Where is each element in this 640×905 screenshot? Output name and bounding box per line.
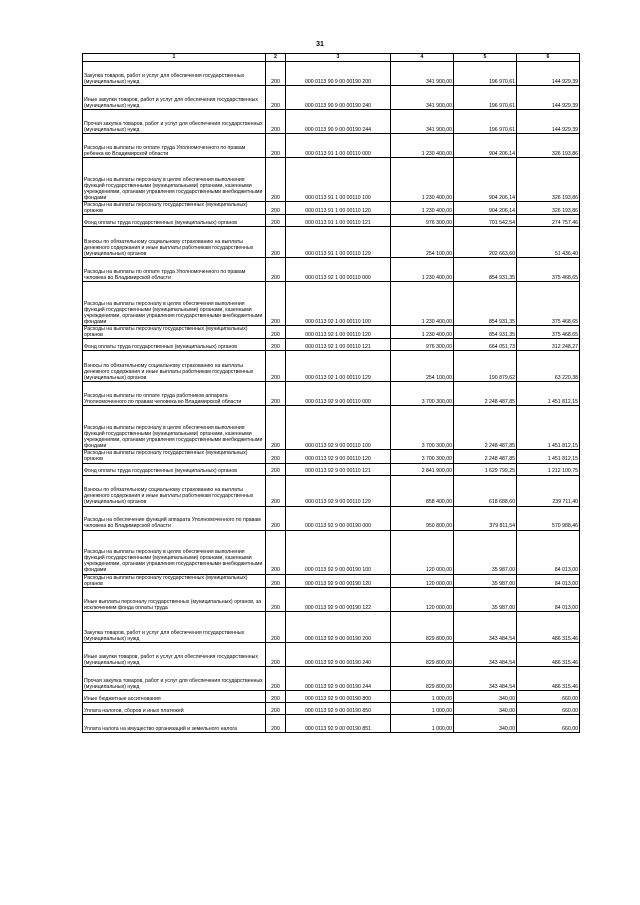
cell-name: Расходы на выплаты по оплате труда Уполномоченного по правам ребенка во Владимирской области xyxy=(83,134,266,158)
cell-plan: 254 100,00 xyxy=(391,227,454,258)
cell-name: Иные закупки товаров, работ и услуг для обеспечения государственных (муниципальных) нужд xyxy=(83,642,266,666)
cell-rem: 1 451 812,15 xyxy=(517,450,580,463)
cell-name: Расходы на выплаты персоналу государственных (муниципальных) органов xyxy=(83,326,266,339)
cell-name: Расходы на обеспечение функций аппарата Уполномоченного по правам человека во Владимирской области xyxy=(83,506,266,530)
table-row xyxy=(83,382,580,406)
cell-exec: 35 987,00 xyxy=(454,574,517,587)
table-row xyxy=(83,714,580,732)
cell-exec: 854 931,35 xyxy=(454,258,517,282)
cell-adm: 200 xyxy=(266,450,286,463)
cell-adm: 200 xyxy=(266,611,286,642)
table-row xyxy=(83,62,580,86)
cell-name: Иные выплаты персоналу государственных (муниципальных) органов, за исключением фонда оплаты труда xyxy=(83,587,266,611)
cell-name: Закупка товаров, работ и услуг для обеспечения государственных (муниципальных) нужд xyxy=(83,62,266,86)
cell-rem: 63 220,38 xyxy=(517,351,580,382)
cell-plan: 976 300,00 xyxy=(391,339,454,351)
cell-exec: 2 248 487,85 xyxy=(454,382,517,406)
cell-exec: 196 970,61 xyxy=(454,62,517,86)
cell-adm: 200 xyxy=(266,382,286,406)
page-number: 31 xyxy=(316,41,324,48)
cell-adm: 200 xyxy=(266,110,286,134)
cell-rem: 84 013,00 xyxy=(517,530,580,574)
cell-adm: 200 xyxy=(266,463,286,475)
cell-plan: 341 900,00 xyxy=(391,110,454,134)
cell-exec: 664 051,73 xyxy=(454,339,517,351)
cell-plan: 120 000,00 xyxy=(391,530,454,574)
cell-code: 000 0113 92 1 00 00110 000 xyxy=(286,258,391,282)
cell-rem: 375 468,65 xyxy=(517,326,580,339)
cell-rem: 84 013,00 xyxy=(517,587,580,611)
table-row xyxy=(83,339,580,351)
cell-rem: 144 929,39 xyxy=(517,62,580,86)
cell-exec: 904 206,14 xyxy=(454,134,517,158)
cell-rem: 1 451 812,15 xyxy=(517,406,580,450)
cell-rem: 375 468,65 xyxy=(517,282,580,326)
cell-plan: 1 230 400,00 xyxy=(391,326,454,339)
cell-adm: 200 xyxy=(266,587,286,611)
cell-plan: 3 700 300,00 xyxy=(391,382,454,406)
table-row xyxy=(83,666,580,690)
cell-name: Фонд оплаты труда государственных (муниципальных) органов xyxy=(83,463,266,475)
cell-name: Прочая закупка товаров, работ и услуг для обеспечения государственных (муниципальных) нужд xyxy=(83,110,266,134)
table-row xyxy=(83,463,580,475)
cell-plan: 829 800,00 xyxy=(391,611,454,642)
table-row xyxy=(83,351,580,382)
cell-rem: 326 193,86 xyxy=(517,134,580,158)
cell-name: Взносы по обязательному социальному страхованию на выплаты денежного содержания и иные выплаты работникам государственных (муниципальных) органов xyxy=(83,227,266,258)
cell-name: Расходы на выплаты персоналу в целях обеспечения выполнения функций государственными (муниципальными) органами, казенными учреждениями, органами управления государственными внебюджетными фондами xyxy=(83,530,266,574)
cell-rem: 144 929,39 xyxy=(517,110,580,134)
header-cell: 1 xyxy=(83,54,266,62)
cell-code: 000 0113 92 9 00 00190 244 xyxy=(286,666,391,690)
cell-exec: 35 987,00 xyxy=(454,530,517,574)
cell-adm: 200 xyxy=(266,227,286,258)
cell-adm: 200 xyxy=(266,158,286,202)
cell-name: Уплата налога на имущество организаций и земельного налога xyxy=(83,714,266,732)
header-cell: 6 xyxy=(517,54,580,62)
table-row xyxy=(83,134,580,158)
cell-name: Расходы на выплаты персоналу в целях обеспечения выполнения функций государственными (муниципальными) органами, казенными учреждениями, органами управления государственными внебюджетными фондами xyxy=(83,406,266,450)
cell-adm: 200 xyxy=(266,666,286,690)
cell-name: Взносы по обязательному социальному страхованию на выплаты денежного содержания и иные выплаты работникам государственных (муниципальных) органов xyxy=(83,351,266,382)
cell-adm: 200 xyxy=(266,702,286,714)
cell-code: 000 0113 92 9 00 00190 200 xyxy=(286,611,391,642)
table-row xyxy=(83,406,580,450)
cell-code: 000 0113 92 9 00 00110 129 xyxy=(286,475,391,506)
cell-adm: 200 xyxy=(266,530,286,574)
cell-plan: 1 230 400,00 xyxy=(391,202,454,215)
cell-plan: 858 400,00 xyxy=(391,475,454,506)
table-row xyxy=(83,506,580,530)
cell-adm: 200 xyxy=(266,62,286,86)
header-row xyxy=(83,54,580,62)
cell-plan: 1 000,00 xyxy=(391,714,454,732)
cell-exec: 196 970,61 xyxy=(454,86,517,110)
cell-plan: 1 000,00 xyxy=(391,702,454,714)
cell-plan: 976 300,00 xyxy=(391,215,454,227)
cell-exec: 196 970,61 xyxy=(454,110,517,134)
cell-exec: 190 879,62 xyxy=(454,351,517,382)
cell-plan: 1 230 400,00 xyxy=(391,134,454,158)
cell-code: 000 0113 92 1 00 00110 121 xyxy=(286,339,391,351)
cell-code: 000 0113 92 9 00 00190 240 xyxy=(286,642,391,666)
cell-code: 000 0113 92 9 00 00190 851 xyxy=(286,714,391,732)
table-row xyxy=(83,215,580,227)
cell-exec: 904 206,14 xyxy=(454,158,517,202)
cell-rem: 1 212 100,75 xyxy=(517,463,580,475)
cell-name: Расходы на выплаты персоналу в целях обеспечения выполнения функций государственными (муниципальными) органами, казенными учреждениями, органами управления государственными внебюджетными фондами xyxy=(83,282,266,326)
table-row xyxy=(83,690,580,702)
cell-adm: 200 xyxy=(266,351,286,382)
cell-adm: 200 xyxy=(266,642,286,666)
cell-adm: 200 xyxy=(266,506,286,530)
cell-rem: 1 451 812,15 xyxy=(517,382,580,406)
cell-code: 000 0113 92 9 00 00110 000 xyxy=(286,382,391,406)
cell-code: 000 0113 90 9 00 00190 200 xyxy=(286,62,391,86)
cell-rem: 660,00 xyxy=(517,690,580,702)
cell-exec: 35 987,00 xyxy=(454,587,517,611)
table-row xyxy=(83,326,580,339)
cell-name: Расходы на выплаты персоналу государственных (муниципальных) органов xyxy=(83,202,266,215)
cell-name: Взносы по обязательному социальному страхованию на выплаты денежного содержания и иные выплаты работникам государственных (муниципальных) органов xyxy=(83,475,266,506)
cell-code: 000 0113 91 1 00 00110 100 xyxy=(286,158,391,202)
cell-plan: 1 230 400,00 xyxy=(391,282,454,326)
cell-code: 000 0113 92 9 00 00190 800 xyxy=(286,690,391,702)
cell-plan: 120 000,00 xyxy=(391,574,454,587)
table-row xyxy=(83,227,580,258)
cell-adm: 200 xyxy=(266,282,286,326)
table-row xyxy=(83,475,580,506)
cell-rem: 660,00 xyxy=(517,714,580,732)
cell-exec: 2 248 487,85 xyxy=(454,406,517,450)
cell-rem: 486 315,46 xyxy=(517,611,580,642)
cell-name: Иные бюджетные ассигнования xyxy=(83,690,266,702)
budget-table xyxy=(82,53,580,733)
cell-code: 000 0113 92 9 00 00190 000 xyxy=(286,506,391,530)
cell-adm: 200 xyxy=(266,475,286,506)
header-cell: 3 xyxy=(286,54,391,62)
cell-exec: 1 629 799,25 xyxy=(454,463,517,475)
cell-exec: 340,00 xyxy=(454,714,517,732)
table-row xyxy=(83,642,580,666)
table-row xyxy=(83,258,580,282)
table-row xyxy=(83,587,580,611)
cell-rem: 51 436,40 xyxy=(517,227,580,258)
cell-exec: 343 484,54 xyxy=(454,611,517,642)
cell-code: 000 0113 91 1 00 00110 000 xyxy=(286,134,391,158)
cell-rem: 274 757,46 xyxy=(517,215,580,227)
cell-rem: 486 315,46 xyxy=(517,642,580,666)
cell-exec: 854 931,35 xyxy=(454,326,517,339)
cell-rem: 326 193,86 xyxy=(517,202,580,215)
cell-plan: 1 230 400,00 xyxy=(391,258,454,282)
cell-name: Прочая закупка товаров, работ и услуг для обеспечения государственных (муниципальных) нужд xyxy=(83,666,266,690)
cell-code: 000 0113 90 9 00 00190 240 xyxy=(286,86,391,110)
cell-code: 000 0113 92 9 00 00190 122 xyxy=(286,587,391,611)
cell-adm: 200 xyxy=(266,202,286,215)
header-cell: 4 xyxy=(391,54,454,62)
cell-adm: 200 xyxy=(266,215,286,227)
cell-name: Иные закупки товаров, работ и услуг для обеспечения государственных (муниципальных) нужд xyxy=(83,86,266,110)
cell-plan: 341 900,00 xyxy=(391,62,454,86)
table-body xyxy=(83,62,580,733)
cell-exec: 379 811,54 xyxy=(454,506,517,530)
cell-rem: 312 248,27 xyxy=(517,339,580,351)
cell-name: Расходы на выплаты персоналу государственных (муниципальных) органов xyxy=(83,450,266,463)
cell-exec: 2 248 487,85 xyxy=(454,450,517,463)
cell-plan: 950 800,00 xyxy=(391,506,454,530)
cell-adm: 200 xyxy=(266,86,286,110)
cell-exec: 340,00 xyxy=(454,702,517,714)
cell-rem: 239 711,40 xyxy=(517,475,580,506)
cell-exec: 343 484,54 xyxy=(454,642,517,666)
cell-rem: 570 988,46 xyxy=(517,506,580,530)
cell-code: 000 0113 92 1 00 00110 129 xyxy=(286,351,391,382)
cell-rem: 486 315,46 xyxy=(517,666,580,690)
cell-code: 000 0113 91 1 00 00110 121 xyxy=(286,215,391,227)
cell-adm: 200 xyxy=(266,258,286,282)
cell-exec: 904 206,14 xyxy=(454,202,517,215)
table-row xyxy=(83,86,580,110)
cell-code: 000 0113 92 9 00 00190 850 xyxy=(286,702,391,714)
cell-code: 000 0113 91 1 00 00110 129 xyxy=(286,227,391,258)
cell-code: 000 0113 92 1 00 00110 100 xyxy=(286,282,391,326)
cell-adm: 200 xyxy=(266,690,286,702)
table-row xyxy=(83,110,580,134)
cell-name: Уплата налогов, сборов и иных платежей xyxy=(83,702,266,714)
cell-name: Расходы на выплаты по оплате труда Уполномоченного по правам человека во Владимирской области xyxy=(83,258,266,282)
table-row xyxy=(83,611,580,642)
cell-adm: 200 xyxy=(266,714,286,732)
cell-exec: 343 484,54 xyxy=(454,666,517,690)
header-cell: 5 xyxy=(454,54,517,62)
cell-code: 000 0113 92 9 00 00190 120 xyxy=(286,574,391,587)
table-row xyxy=(83,202,580,215)
cell-name: Расходы на выплаты персоналу в целях обеспечения выполнения функций государственными (муниципальными) органами, казенными учреждениями, органами управления государственными внебюджетными фондами xyxy=(83,158,266,202)
cell-plan: 2 841 900,00 xyxy=(391,463,454,475)
cell-code: 000 0113 91 1 00 00110 120 xyxy=(286,202,391,215)
cell-name: Фонд оплаты труда государственных (муниципальных) органов xyxy=(83,339,266,351)
cell-exec: 618 688,60 xyxy=(454,475,517,506)
cell-plan: 829 800,00 xyxy=(391,642,454,666)
header-cell: 2 xyxy=(266,54,286,62)
cell-adm: 200 xyxy=(266,574,286,587)
table-row xyxy=(83,574,580,587)
cell-name: Расходы на выплаты персоналу государственных (муниципальных) органов xyxy=(83,574,266,587)
table-row xyxy=(83,282,580,326)
cell-code: 000 0113 92 9 00 00110 121 xyxy=(286,463,391,475)
cell-plan: 120 000,00 xyxy=(391,587,454,611)
cell-code: 000 0113 92 9 00 00110 100 xyxy=(286,406,391,450)
table-row xyxy=(83,702,580,714)
cell-exec: 340,00 xyxy=(454,690,517,702)
cell-plan: 254 100,00 xyxy=(391,351,454,382)
cell-code: 000 0113 92 9 00 00110 120 xyxy=(286,450,391,463)
cell-exec: 202 663,60 xyxy=(454,227,517,258)
cell-name: Закупка товаров, работ и услуг для обеспечения государственных (муниципальных) нужд xyxy=(83,611,266,642)
cell-adm: 200 xyxy=(266,406,286,450)
cell-rem: 84 013,00 xyxy=(517,574,580,587)
cell-plan: 3 700 300,00 xyxy=(391,450,454,463)
cell-name: Фонд оплаты труда государственных (муниципальных) органов xyxy=(83,215,266,227)
table-row xyxy=(83,530,580,574)
cell-exec: 701 542,54 xyxy=(454,215,517,227)
cell-rem: 326 193,86 xyxy=(517,158,580,202)
cell-rem: 660,00 xyxy=(517,702,580,714)
cell-adm: 200 xyxy=(266,326,286,339)
table-row xyxy=(83,450,580,463)
cell-adm: 200 xyxy=(266,134,286,158)
cell-rem: 375 468,65 xyxy=(517,258,580,282)
cell-code: 000 0113 92 1 00 00110 120 xyxy=(286,326,391,339)
cell-plan: 341 900,00 xyxy=(391,86,454,110)
cell-adm: 200 xyxy=(266,339,286,351)
cell-plan: 3 700 300,00 xyxy=(391,406,454,450)
cell-name: Расходы на выплаты по оплате труда работников аппарата Уполномоченного по правам человека во Владимирской области xyxy=(83,382,266,406)
cell-code: 000 0113 90 9 00 00190 244 xyxy=(286,110,391,134)
cell-rem: 144 929,39 xyxy=(517,86,580,110)
cell-plan: 1 230 400,00 xyxy=(391,158,454,202)
cell-exec: 854 931,35 xyxy=(454,282,517,326)
cell-plan: 829 800,00 xyxy=(391,666,454,690)
cell-plan: 1 000,00 xyxy=(391,690,454,702)
table-row xyxy=(83,158,580,202)
cell-code: 000 0113 92 9 00 00190 100 xyxy=(286,530,391,574)
